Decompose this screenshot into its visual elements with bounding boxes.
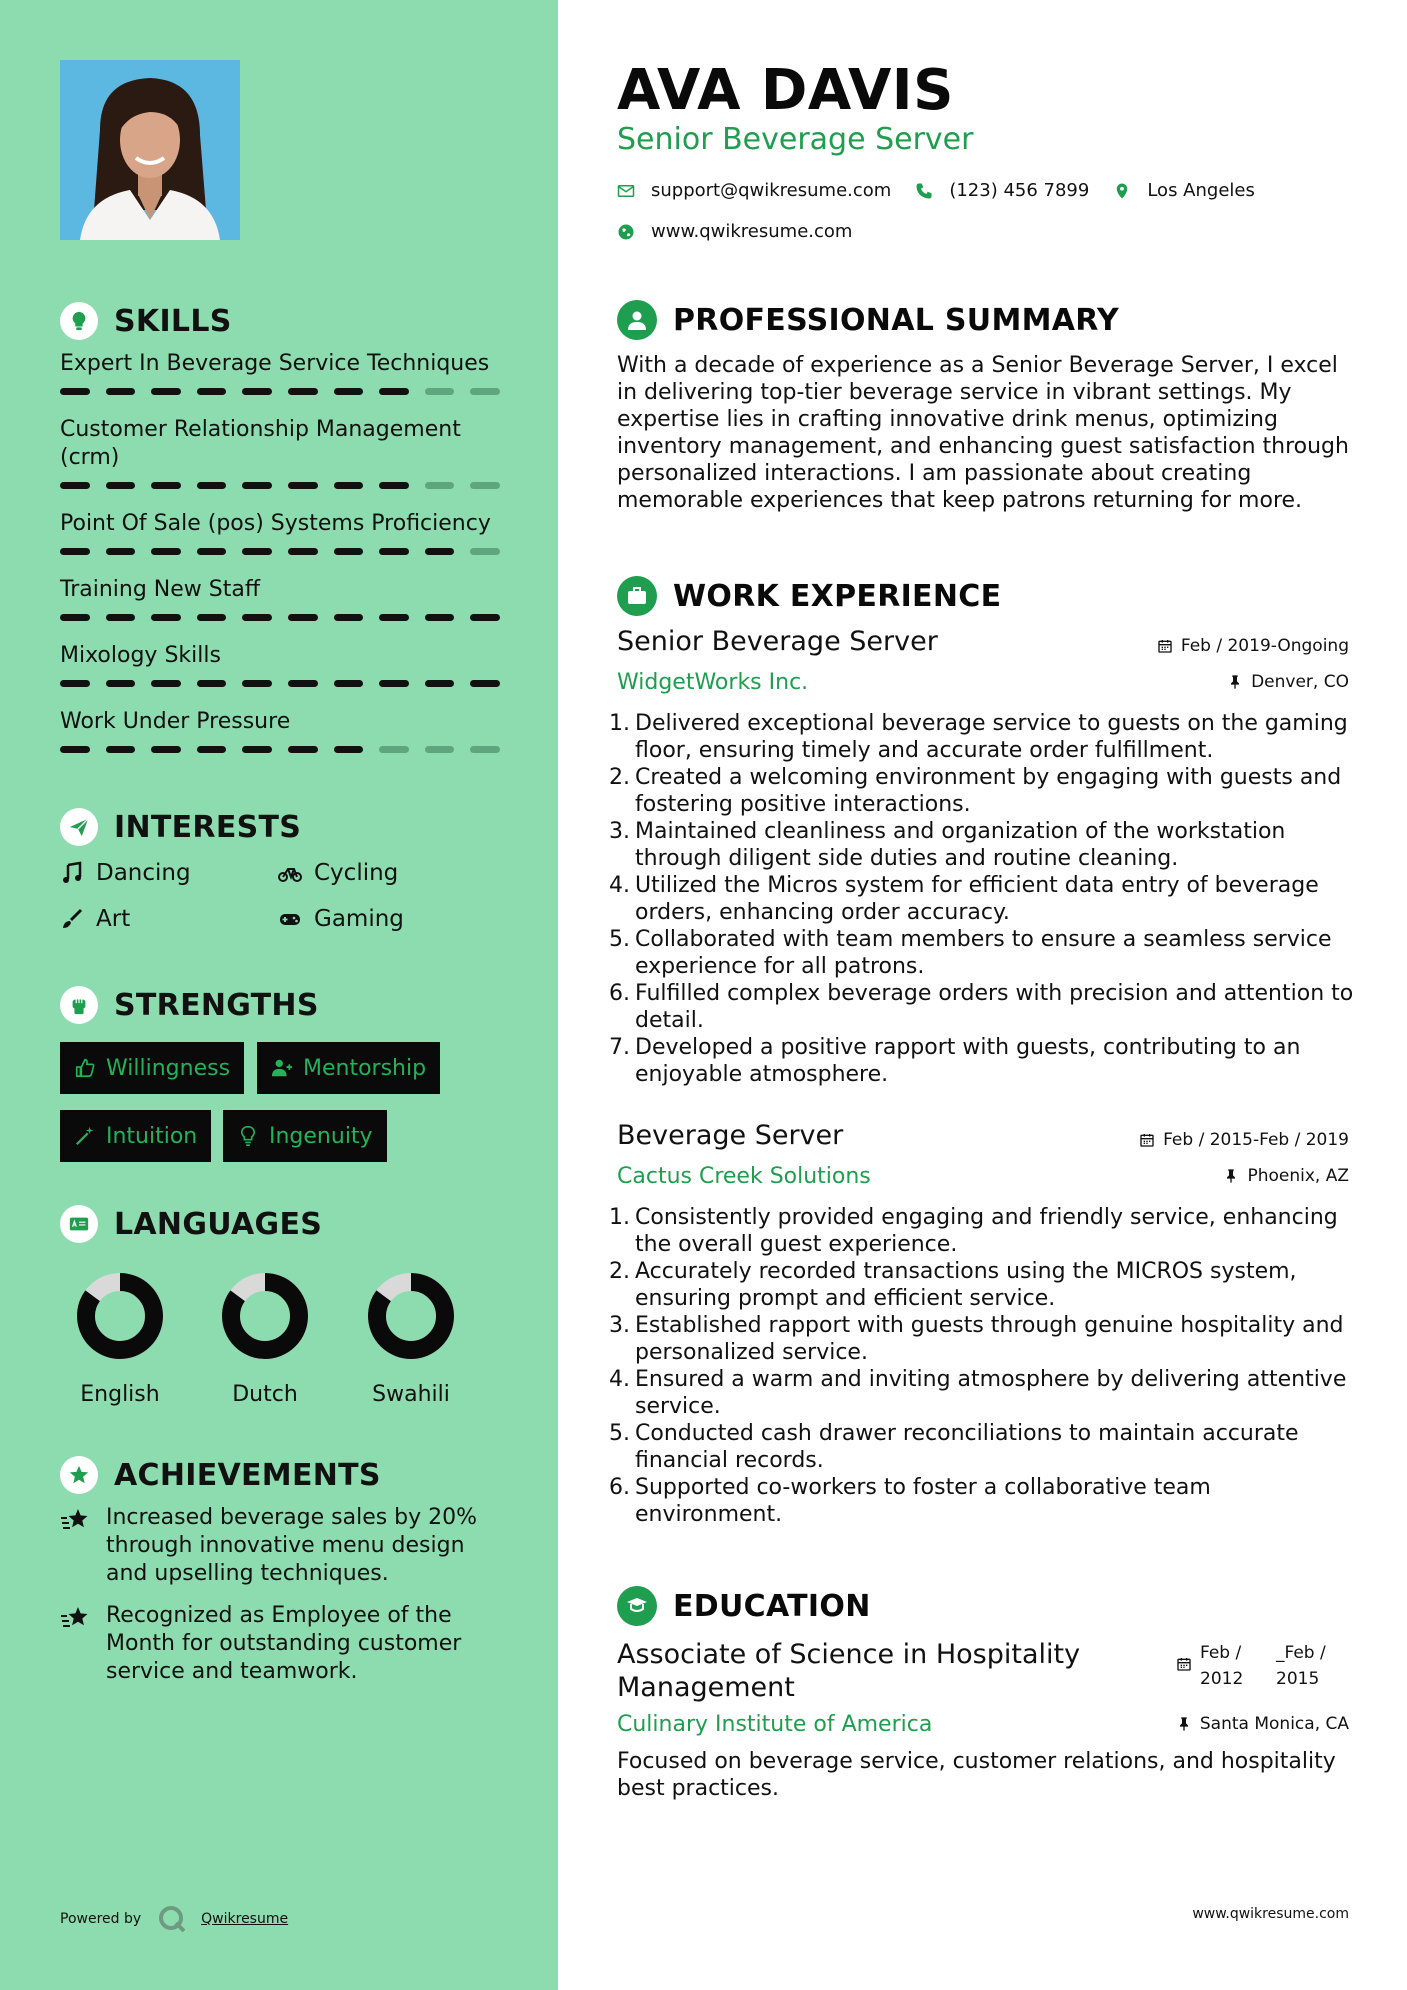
- skill-dash-filled: [106, 548, 136, 555]
- bullet-number: 2.: [609, 1259, 630, 1284]
- job-bullet: [609, 1034, 1357, 1088]
- briefcase-icon: [617, 576, 657, 616]
- skill-dash-filled: [288, 680, 318, 687]
- skill-dash-filled: [60, 680, 90, 687]
- calendar-icon: [1176, 1656, 1192, 1672]
- skill-dash-empty: [470, 482, 500, 489]
- bullet-text: Created a welcoming environment by engaging with guests and fostering positive interactions.: [635, 765, 1342, 817]
- skill-dash-filled: [288, 482, 318, 489]
- languages-title: LANGUAGES: [114, 1206, 323, 1242]
- star-badge-icon: [60, 1456, 98, 1494]
- strength-tag-willingness: [60, 1042, 244, 1094]
- skill-dash-filled: [242, 614, 272, 621]
- strengths-heading: [60, 986, 319, 1024]
- skill-dash-filled: [106, 614, 136, 621]
- education-heading: [617, 1586, 871, 1626]
- interest-label: Cycling: [314, 860, 399, 886]
- job-location-text: Denver, CO: [1251, 672, 1349, 692]
- candidate-title: Senior Beverage Server: [617, 122, 974, 157]
- skill-name: Training New Staff: [60, 577, 261, 602]
- strength-label: Willingness: [106, 1055, 231, 1081]
- bullet-text: Established rapport with guests through genuine hospitality and personalized service.: [635, 1313, 1344, 1365]
- skill-dash-filled: [334, 388, 364, 395]
- pushpin-icon: [1223, 1168, 1239, 1184]
- experience-title: WORK EXPERIENCE: [673, 578, 1002, 614]
- bullet-number: 5.: [609, 927, 630, 952]
- skill-dash-filled: [470, 680, 500, 687]
- achievement-item: [60, 1504, 500, 1588]
- skill-dash-filled: [334, 482, 364, 489]
- strength-label: Ingenuity: [269, 1123, 373, 1149]
- location-text: Los Angeles: [1147, 180, 1255, 201]
- language-donut: [365, 1270, 457, 1362]
- sidebar: [0, 0, 558, 1990]
- music-note-icon: [60, 861, 84, 885]
- skill-dash-filled: [197, 482, 227, 489]
- bullet-number: 7.: [609, 1035, 630, 1060]
- powered-by-label: Powered by: [60, 1911, 142, 1927]
- language-item: [351, 1270, 471, 1407]
- magic-wand-icon: [74, 1125, 96, 1147]
- education-location-text: Santa Monica, CA: [1199, 1714, 1349, 1734]
- pushpin-icon: [1227, 674, 1243, 690]
- interest-cycling: [278, 860, 398, 886]
- strengths-title: STRENGTHS: [114, 987, 319, 1023]
- job-bullet: [609, 710, 1357, 764]
- skill-dash-empty: [470, 548, 500, 555]
- job-bullet: [609, 764, 1357, 818]
- languages-heading: [60, 1205, 322, 1243]
- skill-dash-empty: [425, 746, 455, 753]
- skill-dash-filled: [106, 388, 136, 395]
- skill-dash-filled: [151, 614, 181, 621]
- achievement-text: Recognized as Employee of the Month for outstanding customer service and teamwork.: [106, 1603, 462, 1684]
- skill-dash-filled: [106, 482, 136, 489]
- bullet-text: Ensured a warm and inviting atmosphere by delivering attentive service.: [635, 1367, 1347, 1419]
- skill-dash-filled: [288, 388, 318, 395]
- skill-dash-filled: [334, 614, 364, 621]
- job-bullet: [609, 1366, 1357, 1420]
- skill-dash-filled: [288, 614, 318, 621]
- summary-text: With a decade of experience as a Senior Beverage Server, I excel in delivering top-tier beverage service in vibrant settings. My expertise lies in crafting innovative drink menus, optimizing inventory management, and enhancing guest satisfaction through personalized interactions. I am passionate about creating memorable experiences that keep patrons returning for more.: [617, 353, 1349, 513]
- skill-dash-filled: [379, 680, 409, 687]
- skill-dash-filled: [151, 388, 181, 395]
- bullet-number: 6.: [609, 981, 630, 1006]
- skill-dash-filled: [60, 482, 90, 489]
- job-bullet: [609, 1312, 1357, 1366]
- website-text[interactable]: www.qwikresume.com: [651, 221, 853, 242]
- gamepad-icon: [278, 907, 302, 931]
- language-donut: [74, 1270, 166, 1362]
- email-text[interactable]: support@qwikresume.com: [651, 180, 892, 201]
- job-bullet: [609, 818, 1357, 872]
- candidate-name: AVA DAVIS: [617, 58, 954, 123]
- skill-dash-filled: [379, 548, 409, 555]
- skill-dash-filled: [151, 548, 181, 555]
- strength-label: Intuition: [106, 1123, 198, 1149]
- job-dates-text: Feb / 2015-Feb / 2019: [1163, 1130, 1349, 1150]
- education-degree: Associate of Science in Hospitality Management: [617, 1639, 1081, 1703]
- education-end: _Feb / 2015: [1276, 1643, 1326, 1689]
- bullet-text: Supported co-workers to foster a collaborative team environment.: [635, 1475, 1211, 1527]
- user-icon: [617, 300, 657, 340]
- bullet-text: Developed a positive rapport with guests, contributing to an enjoyable atmosphere.: [635, 1035, 1301, 1087]
- job-role-2: Beverage Server: [617, 1120, 844, 1151]
- bullet-text: Conducted cash drawer reconciliations to maintain accurate financial records.: [635, 1421, 1299, 1473]
- user-plus-icon: [271, 1057, 293, 1079]
- job-location-1: [1227, 672, 1349, 692]
- interest-label: Dancing: [96, 860, 191, 886]
- language-item: [60, 1270, 180, 1407]
- bullet-number: 3.: [609, 1313, 630, 1338]
- job-bullets-1: [609, 710, 1357, 1088]
- skill-dash-filled: [288, 548, 318, 555]
- skill-dash-filled: [379, 614, 409, 621]
- interest-dancing: [60, 860, 191, 886]
- skill-item: [60, 642, 500, 687]
- bullet-text: Accurately recorded transactions using the MICROS system, ensuring prompt and efficient service.: [635, 1259, 1297, 1311]
- language-card-icon: [60, 1205, 98, 1243]
- education-location: [1176, 1714, 1349, 1734]
- bicycle-icon: [278, 861, 302, 885]
- interest-label: Gaming: [314, 906, 404, 932]
- website-row: [617, 221, 876, 242]
- skill-dash-filled: [334, 548, 364, 555]
- skill-level-bar: [60, 680, 500, 687]
- skill-item: [60, 510, 500, 555]
- skill-item: [60, 350, 500, 395]
- skill-level-bar: [60, 482, 500, 489]
- job-bullet: [609, 1204, 1357, 1258]
- skill-dash-filled: [288, 746, 318, 753]
- education-title: EDUCATION: [673, 1588, 871, 1624]
- bullet-number: 6.: [609, 1475, 630, 1500]
- skill-dash-filled: [151, 680, 181, 687]
- skill-dash-filled: [242, 746, 272, 753]
- skill-dash-filled: [151, 746, 181, 753]
- bullet-text: Maintained cleanliness and organization of the workstation through diligent side duties and routine cleaning.: [635, 819, 1286, 871]
- skill-dash-filled: [425, 548, 455, 555]
- contact-email: [617, 180, 891, 201]
- qwikresume-link[interactable]: Qwikresume: [201, 1911, 289, 1927]
- skill-dash-filled: [379, 482, 409, 489]
- job-company-1: WidgetWorks Inc.: [617, 670, 809, 695]
- skill-dash-filled: [334, 746, 364, 753]
- job-bullet: [609, 1258, 1357, 1312]
- phone-icon: [915, 182, 933, 200]
- job-company-2: Cactus Creek Solutions: [617, 1164, 871, 1189]
- job-bullet: [609, 1420, 1357, 1474]
- lightbulb-icon: [60, 302, 98, 340]
- job-dates-text: Feb / 2019-Ongoing: [1180, 636, 1349, 656]
- skill-name: Work Under Pressure: [60, 709, 291, 734]
- education-dates: [1176, 1640, 1352, 1692]
- skill-dash-filled: [425, 680, 455, 687]
- skill-level-bar: [60, 388, 500, 395]
- skills-heading: [60, 302, 232, 340]
- achievements-title: ACHIEVEMENTS: [114, 1457, 381, 1493]
- skill-dash-filled: [242, 680, 272, 687]
- job-bullets-2: [609, 1204, 1357, 1528]
- contact-website: [617, 221, 852, 242]
- powered-by: [60, 1904, 288, 1934]
- job-location-2: [1223, 1166, 1349, 1186]
- calendar-icon: [1157, 638, 1173, 654]
- job-bullet: [609, 980, 1357, 1034]
- language-item: [205, 1270, 325, 1407]
- skill-dash-filled: [197, 614, 227, 621]
- skill-dash-filled: [334, 680, 364, 687]
- bullet-text: Utilized the Micros system for efficient data entry of beverage orders, enhancing order accuracy.: [635, 873, 1319, 925]
- thumbs-up-icon: [74, 1057, 96, 1079]
- strength-tag-intuition: [60, 1110, 211, 1162]
- interests-title: INTERESTS: [114, 809, 302, 845]
- bullet-number: 1.: [609, 1205, 630, 1230]
- skill-dash-empty: [425, 482, 455, 489]
- achievements-heading: [60, 1456, 381, 1494]
- skill-name: Expert In Beverage Service Techniques: [60, 351, 490, 376]
- skill-item: [60, 416, 500, 489]
- achievement-item: [60, 1602, 500, 1686]
- skill-level-bar: [60, 746, 500, 753]
- language-name: English: [80, 1382, 160, 1407]
- strength-tag-ingenuity: [223, 1110, 387, 1162]
- interests-heading: [60, 808, 301, 846]
- globe-icon: [617, 223, 635, 241]
- job-bullet: [609, 926, 1357, 980]
- job-role-1: Senior Beverage Server: [617, 626, 938, 657]
- skill-dash-filled: [60, 746, 90, 753]
- job-dates-2: [1139, 1130, 1349, 1150]
- skill-dash-filled: [60, 388, 90, 395]
- calendar-icon: [1139, 1132, 1155, 1148]
- phone-text[interactable]: (123) 456 7899: [949, 180, 1090, 201]
- contact-row: [617, 180, 1279, 201]
- achievement-text: Increased beverage sales by 20% through innovative menu design and upselling techniques.: [106, 1505, 478, 1586]
- bullet-number: 3.: [609, 819, 630, 844]
- skill-level-bar: [60, 614, 500, 621]
- skill-dash-filled: [197, 388, 227, 395]
- job-bullet: [609, 1474, 1357, 1528]
- shooting-star-icon: [60, 1506, 92, 1534]
- skill-name: Mixology Skills: [60, 643, 221, 668]
- skill-dash-filled: [197, 548, 227, 555]
- interest-gaming: [278, 906, 404, 932]
- skill-dash-filled: [242, 482, 272, 489]
- profile-photo: [60, 60, 240, 240]
- bullet-number: 2.: [609, 765, 630, 790]
- job-bullet: [609, 872, 1357, 926]
- shooting-star-icon: [60, 1604, 92, 1632]
- education-school: Culinary Institute of America: [617, 1712, 933, 1737]
- contact-location: [1113, 180, 1255, 201]
- job-dates-1: [1157, 636, 1349, 656]
- bullet-text: Fulfilled complex beverage orders with precision and attention to detail.: [635, 981, 1354, 1033]
- language-donut: [219, 1270, 311, 1362]
- skill-dash-filled: [106, 680, 136, 687]
- bullet-number: 5.: [609, 1421, 630, 1446]
- bullet-number: 4.: [609, 1367, 630, 1392]
- skill-dash-filled: [60, 614, 90, 621]
- job-location-text: Phoenix, AZ: [1247, 1166, 1349, 1186]
- skill-dash-filled: [197, 680, 227, 687]
- graduate-icon: [617, 1586, 657, 1626]
- interest-art: [60, 906, 130, 932]
- skill-dash-empty: [425, 388, 455, 395]
- skill-dash-filled: [425, 614, 455, 621]
- skill-item: [60, 576, 500, 621]
- skill-dash-filled: [379, 388, 409, 395]
- bullet-text: Collaborated with team members to ensure a seamless service experience for all patrons.: [635, 927, 1332, 979]
- strength-tag-mentorship: [257, 1042, 440, 1094]
- language-name: Swahili: [372, 1382, 450, 1407]
- skill-dash-filled: [470, 614, 500, 621]
- paintbrush-icon: [60, 907, 84, 931]
- skill-dash-filled: [106, 746, 136, 753]
- skills-title: SKILLS: [114, 303, 232, 339]
- bullet-number: 4.: [609, 873, 630, 898]
- skill-dash-filled: [242, 388, 272, 395]
- skill-name: Customer Relationship Management (crm): [60, 417, 461, 470]
- contact-phone: [915, 180, 1089, 201]
- skill-item: [60, 708, 500, 753]
- skill-dash-filled: [197, 746, 227, 753]
- bullet-text: Consistently provided engaging and friendly service, enhancing the overall guest experience.: [635, 1205, 1338, 1257]
- strength-label: Mentorship: [303, 1055, 427, 1081]
- footer-url[interactable]: www.qwikresume.com: [1192, 1906, 1349, 1922]
- fist-icon: [60, 986, 98, 1024]
- pushpin-icon: [1176, 1716, 1192, 1732]
- experience-heading: [617, 576, 1001, 616]
- summary-title: PROFESSIONAL SUMMARY: [673, 302, 1120, 338]
- skill-dash-filled: [151, 482, 181, 489]
- bullet-number: 1.: [609, 711, 630, 736]
- bullet-text: Delivered exceptional beverage service to guests on the gaming floor, ensuring timely and accurate order fulfillment.: [635, 711, 1348, 763]
- education-start: Feb / 2012: [1200, 1643, 1244, 1689]
- skill-level-bar: [60, 548, 500, 555]
- skill-dash-empty: [470, 746, 500, 753]
- lightbulb-icon: [237, 1125, 259, 1147]
- qwikresume-logo-icon: [157, 1904, 187, 1934]
- paper-plane-icon: [60, 808, 98, 846]
- skill-name: Point Of Sale (pos) Systems Proficiency: [60, 511, 491, 536]
- skill-dash-filled: [60, 548, 90, 555]
- skill-dash-empty: [379, 746, 409, 753]
- map-pin-icon: [1113, 182, 1131, 200]
- language-name: Dutch: [232, 1382, 298, 1407]
- skill-dash-empty: [470, 388, 500, 395]
- skill-dash-filled: [242, 548, 272, 555]
- education-description: Focused on beverage service, customer relations, and hospitality best practices.: [617, 1749, 1336, 1801]
- interest-label: Art: [96, 906, 131, 932]
- summary-heading: [617, 300, 1119, 340]
- envelope-icon: [617, 182, 635, 200]
